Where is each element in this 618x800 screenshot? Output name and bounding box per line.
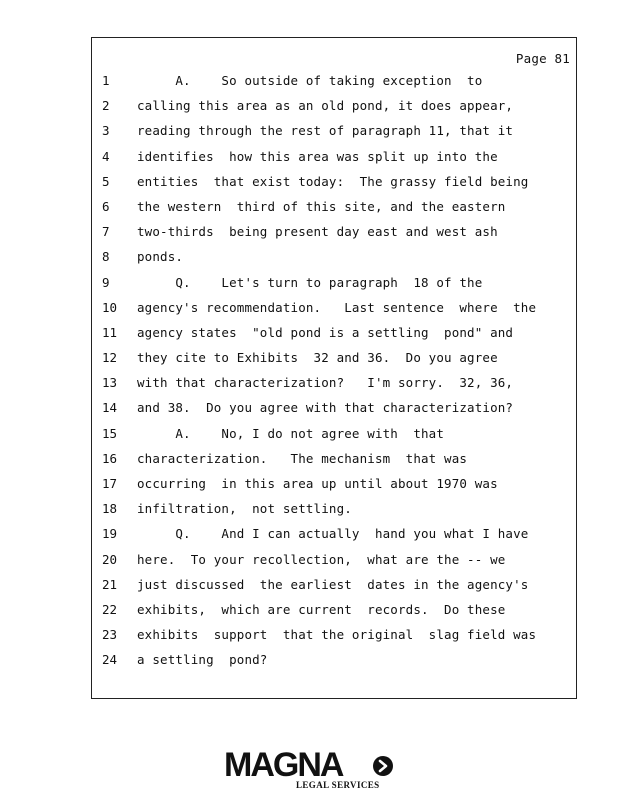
line-number: 9 — [102, 274, 110, 290]
transcript-lines — [92, 74, 576, 679]
line-number: 12 — [102, 350, 118, 366]
line-number: 22 — [102, 601, 118, 617]
line-text: A. No, I do not agree with that — [137, 425, 445, 441]
line-number: 17 — [102, 476, 118, 491]
logo-subtitle: LEGAL SERVICES — [296, 780, 380, 790]
transcript-line — [92, 326, 576, 351]
transcript-line — [92, 200, 576, 225]
line-number: 14 — [102, 400, 118, 416]
line-text: with that characterization? I'm sorry. 32, 36, — [137, 375, 514, 391]
line-text: here. To your recollection, what are the -- we — [137, 551, 506, 567]
line-text: agency states "old pond is a settling pond" and — [137, 324, 514, 340]
line-number: 15 — [102, 425, 118, 441]
transcript-line — [92, 527, 576, 552]
line-number: 5 — [102, 173, 110, 189]
line-text: identifies how this area was split up into the — [137, 148, 498, 164]
line-number: 21 — [102, 576, 118, 592]
transcript-line — [92, 578, 576, 603]
line-text: occurring in this area up until about 1970 was — [137, 476, 498, 491]
line-number: 24 — [102, 652, 118, 668]
right-arrow-circle-icon — [372, 755, 394, 777]
line-text: reading through the rest of paragraph 11, that it — [137, 123, 514, 139]
transcript-line — [92, 351, 576, 376]
line-text: Q. Let's turn to paragraph 18 of the — [137, 274, 483, 290]
line-text: two-thirds being present day east and west ash — [137, 224, 498, 240]
line-number: 8 — [102, 249, 110, 265]
line-number: 16 — [102, 450, 118, 466]
transcript-line — [92, 225, 576, 250]
transcript-line — [92, 477, 576, 502]
line-number: 3 — [102, 123, 110, 139]
transcript-line — [92, 150, 576, 175]
line-text: characterization. The mechanism that was — [137, 450, 468, 466]
transcript-line — [92, 276, 576, 301]
line-number: 6 — [102, 198, 110, 214]
line-number: 7 — [102, 224, 110, 240]
line-text: the western third of this site, and the eastern — [137, 198, 506, 214]
line-text: exhibits support that the original slag field was — [137, 627, 537, 643]
transcript-line — [92, 502, 576, 527]
line-text: a settling pond? — [137, 652, 268, 668]
transcript-line — [92, 603, 576, 628]
transcript-line — [92, 175, 576, 200]
transcript-line — [92, 250, 576, 275]
transcript-line — [92, 124, 576, 149]
line-number: 13 — [102, 375, 118, 391]
line-text: exhibits, which are current records. Do these — [137, 601, 506, 617]
line-text: infiltration, not settling. — [137, 501, 352, 517]
line-number: 18 — [102, 501, 118, 517]
line-number: 2 — [102, 98, 110, 114]
transcript-line — [92, 301, 576, 326]
line-number: 20 — [102, 551, 118, 567]
transcript-line — [92, 74, 576, 99]
line-number: 4 — [102, 148, 110, 164]
line-text: just discussed the earliest dates in the agency's — [137, 576, 529, 592]
line-text: they cite to Exhibits 32 and 36. Do you agree — [137, 350, 498, 366]
line-text: and 38. Do you agree with that characterization? — [137, 400, 514, 416]
line-number: 11 — [102, 324, 118, 340]
transcript-line — [92, 376, 576, 401]
transcript-line — [92, 452, 576, 477]
line-text: agency's recommendation. Last sentence where the — [137, 299, 537, 315]
line-number: 23 — [102, 627, 118, 643]
transcript-line — [92, 553, 576, 578]
transcript-page — [91, 37, 577, 699]
line-text: Q. And I can actually hand you what I have — [137, 526, 529, 542]
transcript-line — [92, 628, 576, 653]
transcript-line — [92, 99, 576, 124]
transcript-line — [92, 427, 576, 452]
transcript-line — [92, 653, 576, 678]
line-text: A. So outside of taking exception to — [137, 73, 483, 88]
line-text: entities that exist today: The grassy field being — [137, 173, 529, 189]
page-number: Page 81 — [515, 51, 570, 66]
line-number: 1 — [102, 73, 110, 88]
line-number: 10 — [102, 299, 118, 315]
line-text: calling this area as an old pond, it does appear, — [137, 98, 514, 114]
logo-wordmark: MAGNA — [224, 746, 343, 784]
magna-logo — [224, 747, 396, 795]
line-number: 19 — [102, 526, 118, 542]
transcript-line — [92, 401, 576, 426]
line-text: ponds. — [137, 249, 184, 265]
